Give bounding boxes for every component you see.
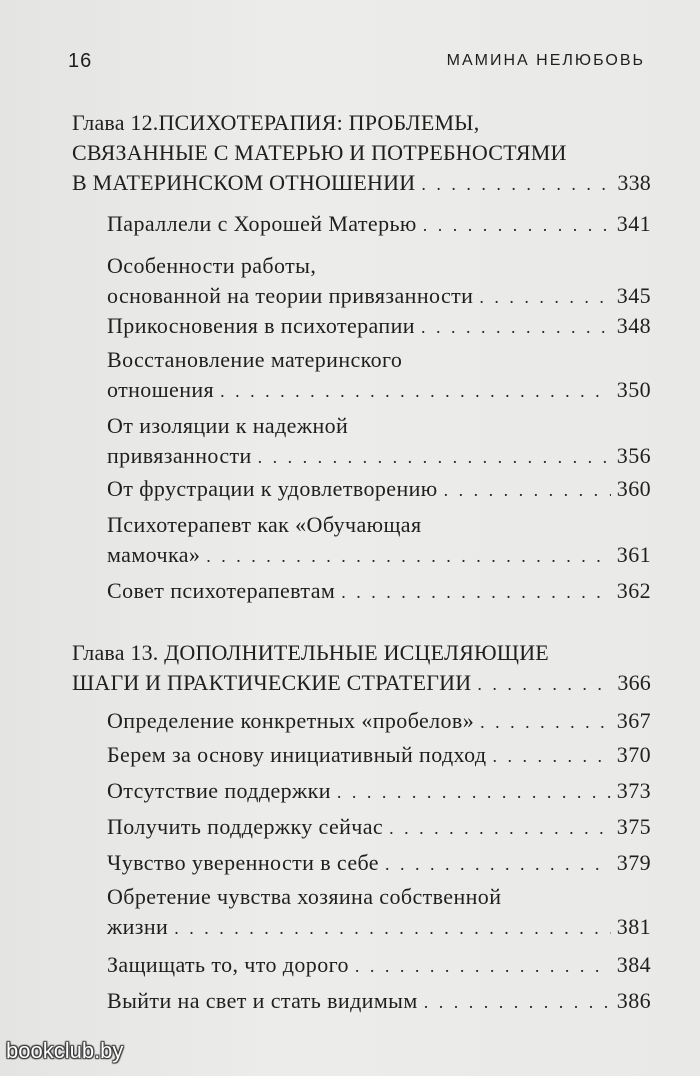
dot-leader <box>480 707 611 737</box>
site-watermark: bookclub.by <box>6 1038 124 1063</box>
toc-entry-final-line <box>107 375 651 405</box>
toc-section-entry <box>107 311 651 341</box>
dot-leader <box>385 849 611 879</box>
toc-entry-title: Получить поддержку сейчас <box>107 814 384 839</box>
toc-entry-line: СВЯЗАННЫЕ С МАТЕРЬЮ И ПОТРЕБНОСТЯМИ <box>72 140 567 165</box>
toc-entry-title: привязанности <box>107 443 252 468</box>
toc-entry-final-line <box>72 168 651 198</box>
dot-leader <box>492 741 610 771</box>
dot-leader <box>477 669 611 699</box>
toc-entry-title: От фрустрации к удовлетворению <box>107 476 438 501</box>
toc-entry-final-line <box>107 950 651 980</box>
toc-entry-title: Отсутствие поддержки <box>107 778 331 803</box>
dot-leader <box>355 951 611 981</box>
toc-entry-final-line <box>107 776 651 806</box>
dot-leader <box>479 282 610 312</box>
toc-entry-final-line <box>72 668 651 698</box>
toc-section-entry <box>107 510 651 570</box>
toc-entry-final-line <box>107 740 651 770</box>
toc-page-number: 373 <box>616 778 651 803</box>
toc-page-number: 348 <box>616 313 651 338</box>
toc-entry-final-line <box>107 912 651 942</box>
toc-entry-title: Берем за основу инициативный подход <box>107 742 487 767</box>
toc-section-entry <box>107 950 651 980</box>
toc-entry-line: Глава 13. ДОПОЛНИТЕЛЬНЫЕ ИСЦЕЛЯЮЩИЕ <box>72 640 549 665</box>
toc-entry-title: жизни <box>107 914 169 939</box>
toc-entry-final-line <box>107 540 651 570</box>
toc-section-entry <box>107 345 651 405</box>
toc-section-entry <box>107 411 651 471</box>
toc-entry-final-line <box>107 311 651 341</box>
toc-page-number: 384 <box>616 952 651 977</box>
dot-leader <box>337 777 611 807</box>
toc-page-number: 356 <box>616 443 651 468</box>
toc-entry-final-line <box>107 281 651 311</box>
toc-entry-title: мамочка» <box>107 542 201 567</box>
toc-entry-line: От изоляции к надежной <box>107 413 349 438</box>
toc-section-entry <box>107 474 651 504</box>
toc-entry-final-line <box>107 986 651 1016</box>
toc-page-number: 379 <box>616 850 651 875</box>
toc-entry-final-line <box>107 576 651 606</box>
toc-page-number: 360 <box>616 476 651 501</box>
dot-leader <box>424 987 611 1017</box>
dot-leader <box>444 475 611 505</box>
toc-entry-final-line <box>107 474 651 504</box>
toc-entry-line: Особенности работы, <box>107 253 317 278</box>
dot-leader <box>421 169 611 199</box>
toc-entry-line: Обретение чувства хозяина собственной <box>107 884 502 909</box>
dot-leader <box>423 210 611 240</box>
toc-entry-title: ШАГИ И ПРАКТИЧЕСКИЕ СТРАТЕГИИ <box>72 670 472 695</box>
dot-leader <box>421 312 611 342</box>
toc-chapter-entry <box>72 108 651 198</box>
toc-page-number: 341 <box>616 211 651 236</box>
dot-leader <box>206 541 611 571</box>
book-title: МАМИНА НЕЛЮБОВЬ <box>446 52 645 69</box>
toc-entry-line: Психотерапевт как «Обучающая <box>107 512 422 537</box>
toc-section-entry <box>107 882 651 942</box>
toc-page-number: 345 <box>616 283 651 308</box>
toc-entry-title: Определение конкретных «пробелов» <box>107 708 475 733</box>
toc-entry-final-line <box>107 706 651 736</box>
toc-entry-title: отношения <box>107 377 215 402</box>
dot-leader <box>258 442 611 472</box>
toc-entry-final-line <box>107 848 651 878</box>
toc-entry-title: Защищать то, что дорого <box>107 952 349 977</box>
toc-entry-line: Глава 12.ПСИХОТЕРАПИЯ: ПРОБЛЕМЫ, <box>72 110 480 135</box>
toc-section-entry <box>107 576 651 606</box>
toc-section-entry <box>107 251 651 311</box>
toc-entry-title: Совет психотерапевтам <box>107 578 336 603</box>
toc-entry-final-line <box>107 812 651 842</box>
running-head <box>68 50 645 76</box>
dot-leader <box>341 577 611 607</box>
toc-page-number: 375 <box>616 814 651 839</box>
toc-entry-title: Параллели с Хорошей Матерью <box>107 211 417 236</box>
toc-entry-title: Прикосновения в психотерапии <box>107 313 415 338</box>
toc-entry-final-line <box>107 441 651 471</box>
toc-entry-title: В МАТЕРИНСКОМ ОТНОШЕНИИ <box>72 170 416 195</box>
toc-page-number: 381 <box>616 914 651 939</box>
toc-page-number: 370 <box>616 742 651 767</box>
toc-entry-final-line <box>107 209 651 239</box>
dot-leader <box>389 813 611 843</box>
toc-section-entry <box>107 776 651 806</box>
toc-page-number: 366 <box>617 670 651 695</box>
toc-entry-title: основанной на теории привязанности <box>107 283 474 308</box>
toc-section-entry <box>107 209 651 239</box>
toc-page-number: 350 <box>616 377 651 402</box>
toc-page-number: 367 <box>616 708 651 733</box>
toc-section-entry <box>107 848 651 878</box>
toc-page-number: 338 <box>617 170 651 195</box>
dot-leader <box>174 913 611 943</box>
toc-entry-line: Восстановление материнского <box>107 347 403 372</box>
toc-entry-title: Выйти на свет и стать видимым <box>107 988 418 1013</box>
toc-page-number: 361 <box>616 542 651 567</box>
toc-page-number: 362 <box>616 578 651 603</box>
toc-section-entry <box>107 812 651 842</box>
toc-entry-title: Чувство уверенности в себе <box>107 850 379 875</box>
toc-chapter-entry <box>72 638 651 698</box>
dot-leader <box>220 376 611 406</box>
toc-section-entry <box>107 706 651 736</box>
toc-page-number: 386 <box>616 988 651 1013</box>
page-number: 16 <box>68 50 93 72</box>
toc-section-entry <box>107 986 651 1016</box>
toc-section-entry <box>107 740 651 770</box>
